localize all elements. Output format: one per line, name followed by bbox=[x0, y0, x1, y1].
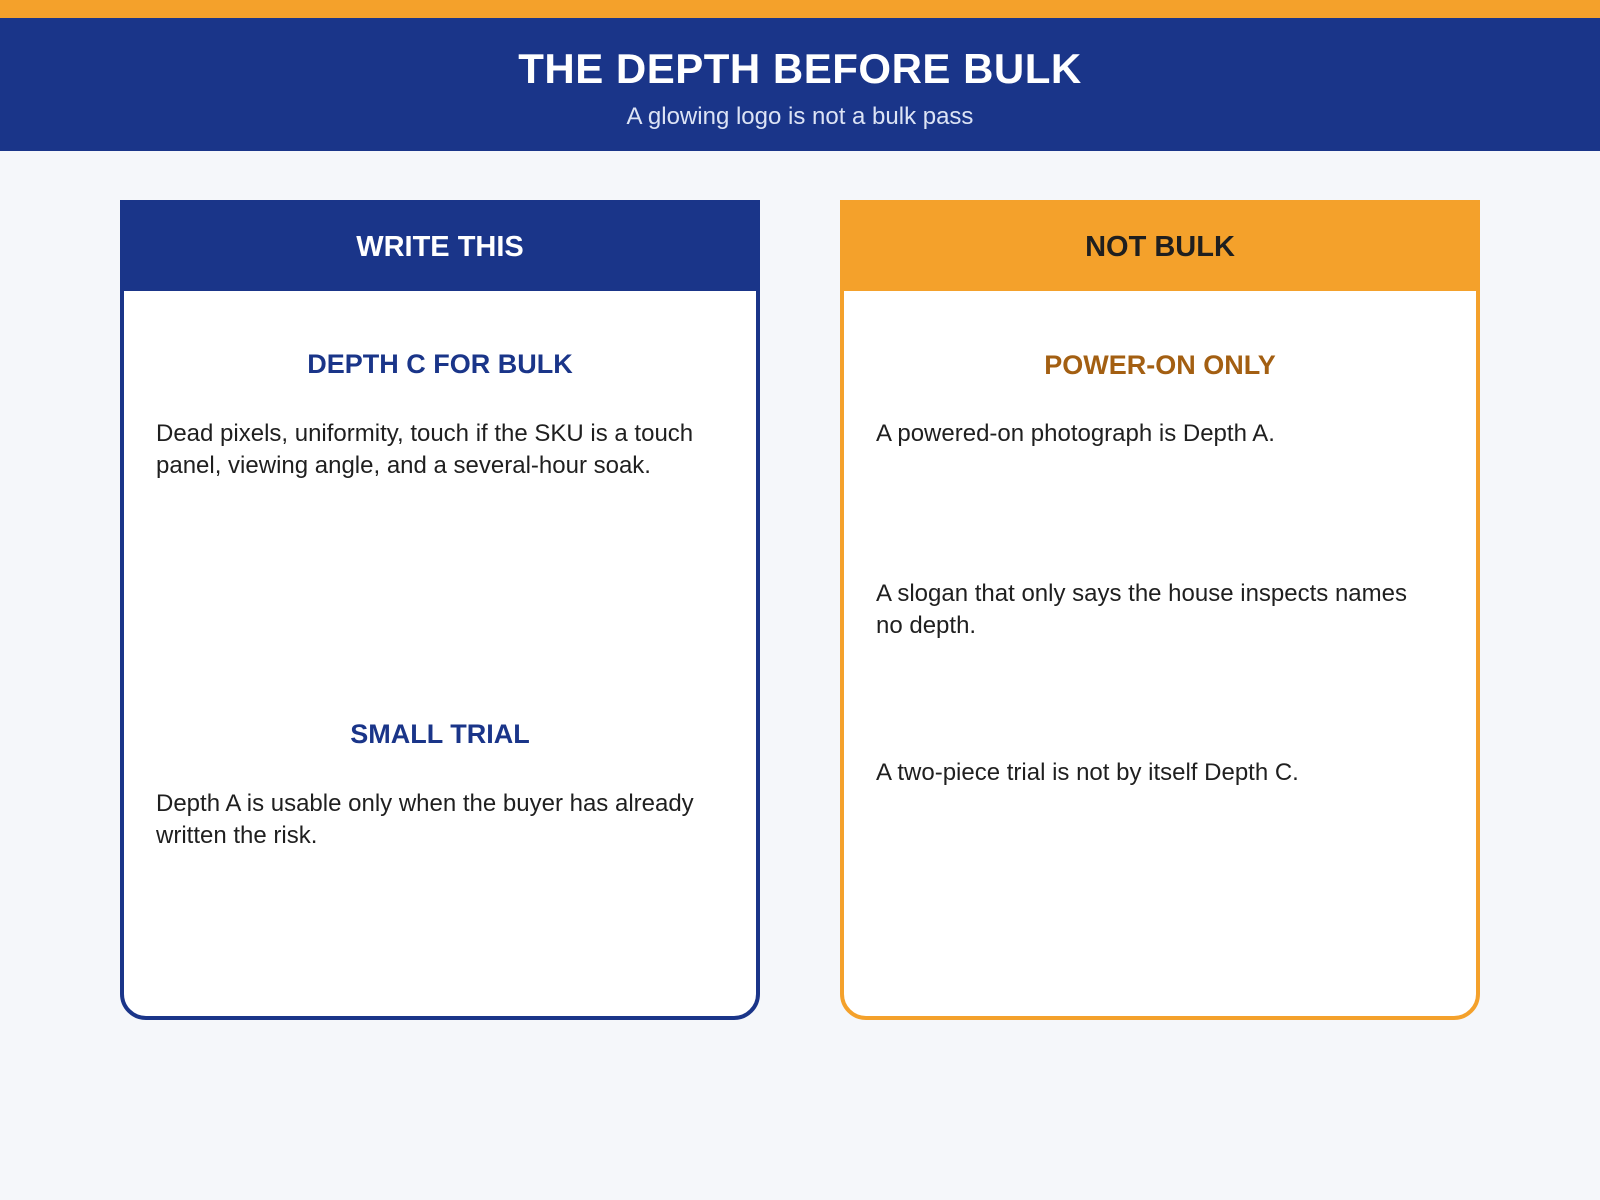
top-accent-stripe bbox=[0, 0, 1600, 18]
page-header bbox=[0, 18, 1600, 151]
write-this-heading: WRITE THIS bbox=[124, 204, 756, 291]
depth-c-for-bulk-title: DEPTH C FOR BULK bbox=[307, 349, 573, 379]
not-bulk-item: A two-piece trial is not by itself Depth C. bbox=[876, 759, 1299, 786]
depth-c-for-bulk-text: Dead pixels, uniformity, touch if the SKU is a touch panel, viewing angle, and a several-hour soak. bbox=[156, 420, 694, 479]
page-subtitle: A glowing logo is not a bulk pass bbox=[626, 103, 974, 130]
write-this-card bbox=[120, 200, 760, 1020]
not-bulk-item: A slogan that only says the house inspects names no depth. bbox=[876, 580, 1407, 639]
page-title: THE DEPTH BEFORE BULK bbox=[518, 45, 1082, 92]
small-trial-text: Depth A is usable only when the buyer has already written the risk. bbox=[156, 790, 694, 849]
not-bulk-card bbox=[840, 200, 1480, 1020]
power-on-only-title: POWER-ON ONLY bbox=[1044, 350, 1276, 380]
not-bulk-heading: NOT BULK bbox=[844, 204, 1476, 291]
small-trial-title: SMALL TRIAL bbox=[350, 719, 530, 749]
not-bulk-item: A powered-on photograph is Depth A. bbox=[876, 420, 1275, 447]
